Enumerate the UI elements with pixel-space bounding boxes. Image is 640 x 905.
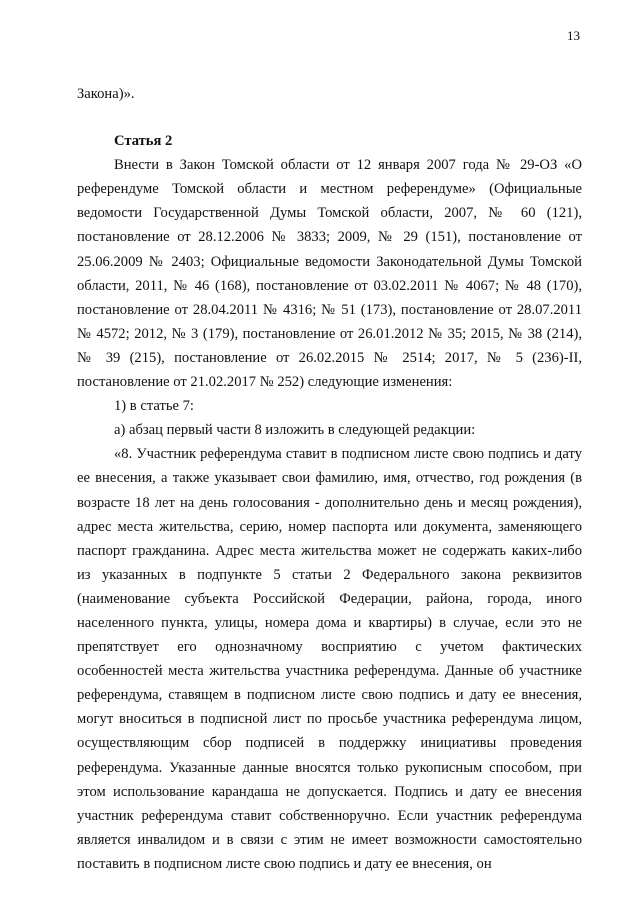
document-body — [77, 82, 582, 876]
page-number: 13 — [567, 28, 580, 43]
closing-fragment: Закона)». — [77, 86, 135, 102]
paragraph-item-1: 1) в статье 7: — [114, 398, 194, 415]
paragraph-amendment-intro: Внести в Закон Томской области от 12 января 2007 года № 29-ОЗ «О референдуме Томской области и местном референдуме» (Официальные ведомости Государственной Думы Томской области, 2007, № 60 (121), постановление от 28.12.2006 № 3833; 2009, № 29 (151), постановление от 25.06.2009 № 2403; Официальные ведомости Законодательной Думы Томской области, 2011, № 46 (168), постановление от 03.02.2011 № 4067; № 48 (170), постановление от 28.04.2011 № 4316; № 51 (173), постановление от 28.07.2011 № 4572; 2012, № 3 (179), постановление от 26.01.2012 № 35; 2015, № 38 (214), № 39 (215), постановление от 26.02.2015 № 2514; 2017, № 5 (236)-II, постановление от 21.02.2017 № 252) следующие изменения: — [77, 157, 582, 391]
article-heading: Статья 2 — [114, 133, 173, 150]
paragraph-new-wording: «8. Участник референдума ставит в подписном листе свою подпись и дату ее внесения, а также указывает свои фамилию, имя, отчество, год рождения (в возрасте 18 лет на день голосования - дополнительно день и месяц рождения), адрес места жительства, серию, номер паспорта или документа, заменяющего паспорт гражданина. Адрес места жительства может не содержать каких-либо из указанных в подпункте 5 статьи 2 Федерального закона реквизитов (наименование субъекта Российской Федерации, района, города, иного населенного пункта, улицы, номера дома и квартиры) в случае, если это не препятствует его однозначному восприятию с учетом фактических особенностей места жительства участника референдума. Данные об участнике референдума, ставящем в подписном листе свою подпись и дату ее внесения, могут вноситься в подписной лист по просьбе участника референдума лицом, осуществляющим сбор подписей в поддержку инициативы проведения референдума. Указанные данные вносятся только рукописным способом, при этом использование карандаша не допускается. Подпись и дату ее внесения участник референдума ставит собственноручно. Если участник референдума является инвалидом и в связи с этим не имеет возможности самостоятельно поставить в подписном листе свою подпись и дату ее внесения, он — [77, 446, 582, 872]
paragraph-subitem-a: а) абзац первый части 8 изложить в следующей редакции: — [114, 422, 476, 439]
